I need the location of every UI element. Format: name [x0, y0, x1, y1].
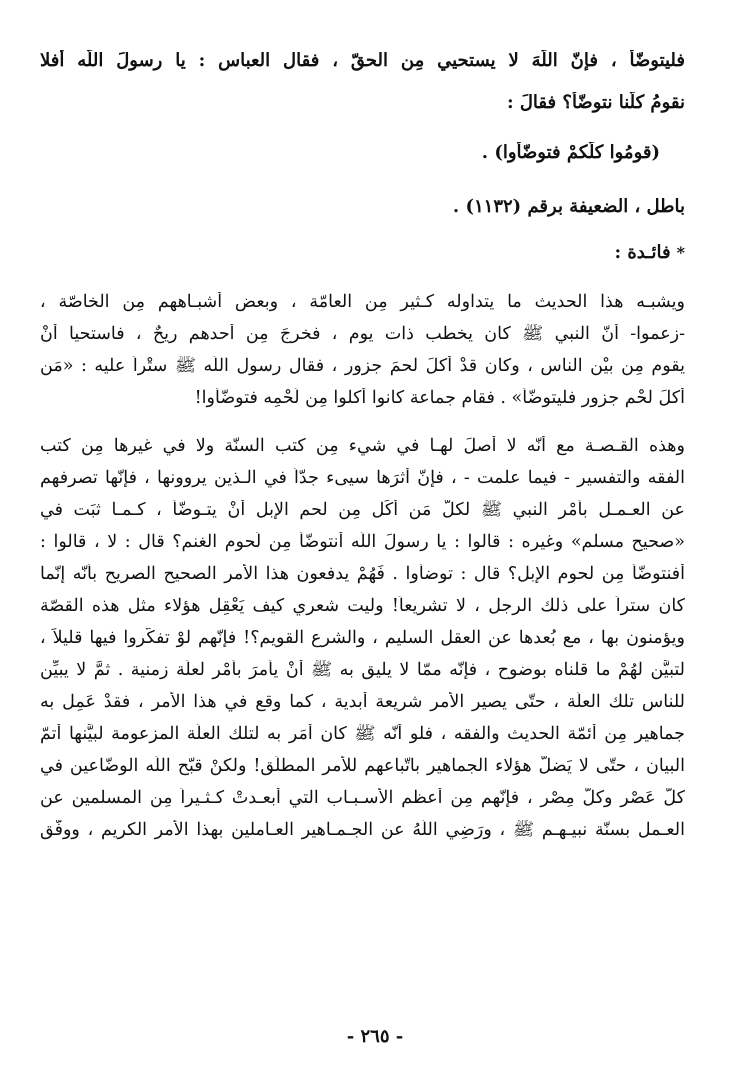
body-line: ويؤمنون بها ، مع بُعدها عن العقل السليم ، والشرع القويم؟! فإنّهم لوْ تفكّروا فيها قليلاً ،: [40, 628, 685, 648]
body-line: أفنتوضّأ مِن لحوم الإبل؟ قال : توضأوا . فَهُمْ يدفعون هذا الأمر الصحيح الصريح بأنّه إنّما: [40, 564, 685, 584]
body-line: كلّ عَصْر وكلّ مِصْر ، فإنّهم مِن أعظم الأسـبـاب التي أبعـدتْ كـثـيراً مِن المسلمين عن: [40, 788, 685, 808]
body-line: البيان ، حتّى لا يَضلّ هؤلاء الجماهير باتّباعهم للأمر المطلَق! ولكنْ قبّح اللّه الوضّاعين في: [40, 756, 685, 776]
body-line: العـمل بسنّة نبيـهـم ﷺ ، ورَضِي اللّهُ عن الجـمـاهير العـاملين بهذا الأمر الكريم ، ووفّق: [40, 820, 685, 840]
body-line: لتبيَّن لهُمْ ما قلناه بوضوح ، فإنّه ممّا لا يليق به ﷺ أنْ يأمرَ بأمْر لعلّة زمنية . ثمَّ لا يبيِّن: [40, 660, 685, 680]
body-line: وهذه القـصـة مع أنّه لا أصلَ لهـا في شيء مِن كتب السنّة ولا في غيرها مِن كتب: [40, 436, 685, 456]
page-number: - ٢٦٥ -: [346, 1026, 404, 1047]
hadith-verdict-line: باطل ، الضعيفة برقم (١١٣٢) .: [452, 196, 685, 217]
body-line: جماهير مِن أئمّة الحديث والفقه ، فلو أنّه ﷺ كان أمَر به لتلك العلّة المزعومة لبيَّنها أتمّ: [40, 724, 685, 744]
section-heading-text: فائـدة :: [614, 242, 671, 263]
body-line: يقوم مِن بيْن الناس ، وكان قدْ أكلَ لحمَ جزور ، فقال رسول اللّه ﷺ ستْراً عليه : «مَن: [40, 356, 685, 376]
hadith-line-3: (قومُوا كلُّكمْ فتوضّأوا) .: [481, 142, 660, 163]
hadith-line-1: فليتوضّأ ، فإنّ اللّهَ لا يستحيي مِن الحقّ ، فقال العباس : يا رسولَ اللّه أفلا: [40, 50, 685, 71]
body-line: أكلَ لحْم جزور فليتوضّأ» . فقام جماعة كانوا أكلوا مِن لَحْمِه فتوضّأوا!: [194, 388, 685, 408]
hadith-line-2: نقومُ كلُّنا نتوضّأ؟ فقالَ :: [506, 92, 685, 113]
body-line: ويشبـه هذا الحديث ما يتداوله كـثير مِن العامّة ، وبعض أشبـاههم مِن الخاصّة ،: [40, 292, 685, 312]
body-line: عن العـمـل بأمْر النبي ﷺ لكلّ مَن أكَل مِن لحم الإبل أنْ يتـوضّأ ، كـمـا ثبَت في: [40, 500, 685, 520]
body-line: -زعموا- أنّ النبي ﷺ كان يخطب ذات يوم ، فخرجَ مِن أحدهم ريحٌ ، فاستحيا أنْ: [40, 324, 685, 344]
body-line: الفقه والتفسير - فيما علمت - ، فإنّ أثرَها سيىء جدّاً في الـذين يروونها ، فإنّها تصرفهم: [40, 468, 685, 488]
section-heading: [40, 242, 685, 264]
asterisk-icon: *: [676, 243, 685, 262]
body-line: كان ستراً على ذلك الرجل ، لا تشريعاً! وليت شعري كيف يَعْقِل هؤلاء مثل هذه القصّة: [40, 596, 685, 616]
body-line: للناس تلك العلّة ، حتّى يصير الأمر شريعة أبدية ، كما وقع في هذا الأمر ، فقدْ عَمِل به: [40, 692, 685, 712]
body-line: «صحيح مسلم» وغيره : قالوا : يا رسولَ اللّه أنتوضّأ مِن لُحوم الغنم؟ قال : لا ، قالوا :: [40, 532, 685, 552]
